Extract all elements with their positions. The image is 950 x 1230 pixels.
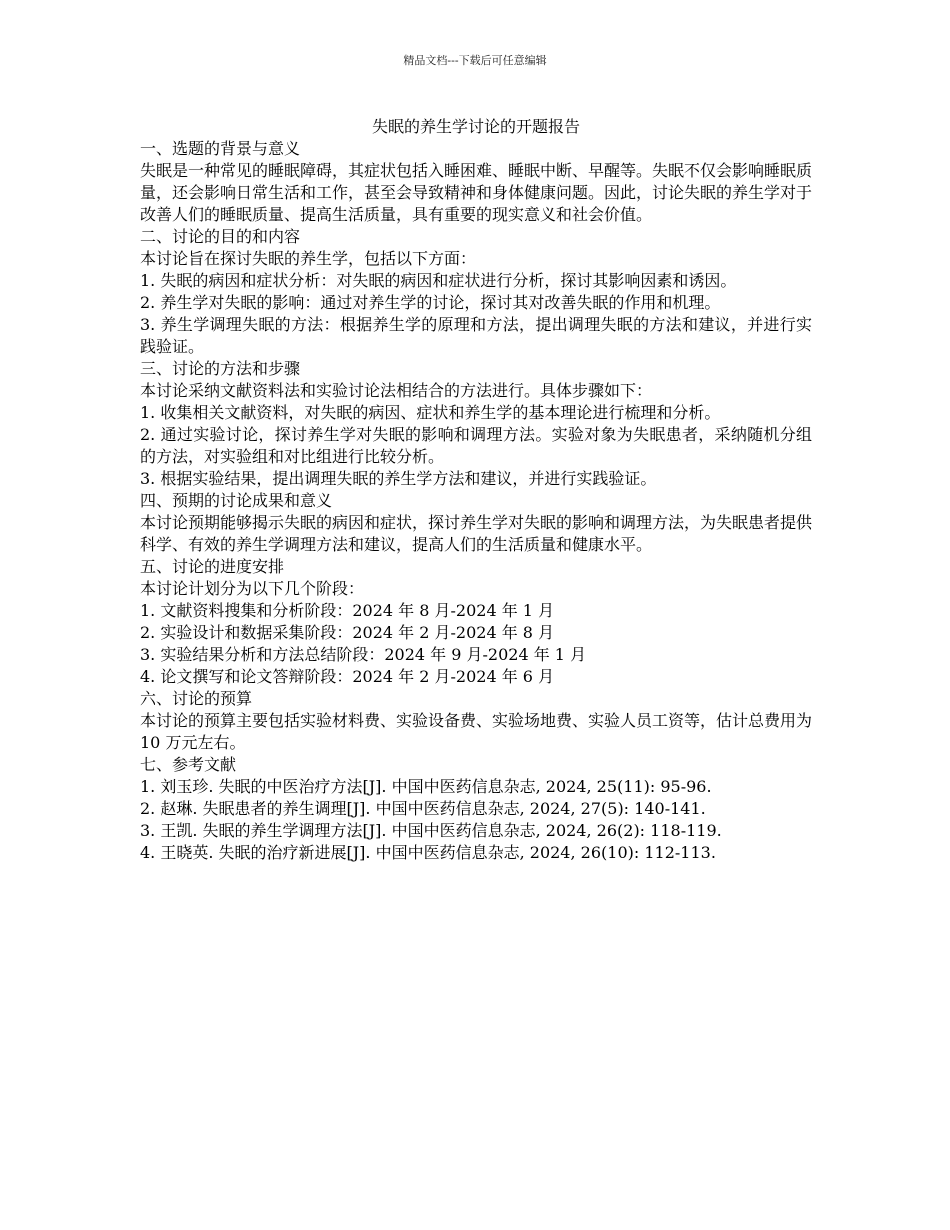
list-item: 1. 文献资料搜集和分析阶段：2024 年 8 月-2024 年 1 月 bbox=[140, 601, 555, 620]
reference-item: 1. 刘玉珍. 失眠的中医治疗方法[J]. 中国中医药信息杂志, 2024, 25(11): 95-96. bbox=[140, 777, 712, 796]
list-item: 2. 通过实验讨论，探讨养生学对失眠的影响和调理方法。实验对象为失眠患者，采纳随机分组的方法，对实验组和对比组进行比较分析。 bbox=[140, 425, 812, 466]
section-heading-budget: 六、讨论的预算 bbox=[140, 689, 253, 708]
section-paragraph-outcomes: 本讨论预期能够揭示失眠的病因和症状，探讨养生学对失眠的影响和调理方法，为失眠患者提供科学、有效的养生学调理方法和建议，提高人们的生活质量和健康水平。 bbox=[140, 513, 813, 554]
list-item: 4. 论文撰写和论文答辩阶段：2024 年 2 月-2024 年 6 月 bbox=[140, 667, 555, 686]
list-item: 2. 养生学对失眠的影响：通过对养生学的讨论，探讨其对改善失眠的作用和机理。 bbox=[140, 293, 721, 312]
list-item: 3. 根据实验结果，提出调理失眠的养生学方法和建议，并进行实践验证。 bbox=[140, 469, 657, 488]
section-heading-outcomes: 四、预期的讨论成果和意义 bbox=[140, 491, 333, 510]
reference-item: 2. 赵琳. 失眠患者的养生调理[J]. 中国中医药信息杂志, 2024, 27(5): 140-141. bbox=[140, 799, 706, 818]
document-body bbox=[140, 116, 812, 864]
list-item: 1. 失眠的病因和症状分析：对失眠的病因和症状进行分析，探讨其影响因素和诱因。 bbox=[140, 271, 737, 290]
list-item: 1. 收集相关文献资料，对失眠的病因、症状和养生学的基本理论进行梳理和分析。 bbox=[140, 403, 721, 422]
list-item: 3. 实验结果分析和方法总结阶段：2024 年 9 月-2024 年 1 月 bbox=[140, 645, 587, 664]
section-paragraph-background: 失眠是一种常见的睡眠障碍，其症状包括入睡困难、睡眠中断、早醒等。失眠不仅会影响睡眠质量，还会影响日常生活和工作，甚至会导致精神和身体健康问题。因此，讨论失眠的养生学对于改善人们的睡眠质量、提高生活质量，具有重要的现实意义和社会价值。 bbox=[140, 161, 813, 224]
list-item: 2. 实验设计和数据采集阶段：2024 年 2 月-2024 年 8 月 bbox=[140, 623, 555, 642]
list-item: 3. 养生学调理失眠的方法：根据养生学的原理和方法，提出调理失眠的方法和建议，并进行实践验证。 bbox=[140, 315, 812, 356]
section-heading-purpose: 二、讨论的目的和内容 bbox=[140, 227, 301, 246]
section-intro-schedule: 本讨论计划分为以下几个阶段： bbox=[140, 579, 365, 598]
reference-item: 3. 王凯. 失眠的养生学调理方法[J]. 中国中医药信息杂志, 2024, 26(2): 118-119. bbox=[140, 821, 722, 840]
section-paragraph-budget: 本讨论的预算主要包括实验材料费、实验设备费、实验场地费、实验人员工资等，估计总费用为 10 万元左右。 bbox=[140, 711, 813, 752]
document-title: 失眠的养生学讨论的开题报告 bbox=[371, 117, 580, 136]
section-heading-background: 一、选题的背景与意义 bbox=[140, 139, 301, 158]
section-heading-references: 七、参考文献 bbox=[140, 755, 237, 774]
section-heading-schedule: 五、讨论的进度安排 bbox=[140, 557, 285, 576]
section-intro-purpose: 本讨论旨在探讨失眠的养生学，包括以下方面： bbox=[140, 249, 477, 268]
section-intro-methods: 本讨论采纳文献资料法和实验讨论法相结合的方法进行。具体步骤如下： bbox=[140, 381, 653, 400]
page-header: 精品文档---下载后可任意编辑 bbox=[403, 54, 547, 67]
reference-item: 4. 王晓英. 失眠的治疗新进展[J]. 中国中医药信息杂志, 2024, 26(10): 112-113. bbox=[140, 843, 716, 862]
section-heading-methods: 三、讨论的方法和步骤 bbox=[140, 359, 301, 378]
